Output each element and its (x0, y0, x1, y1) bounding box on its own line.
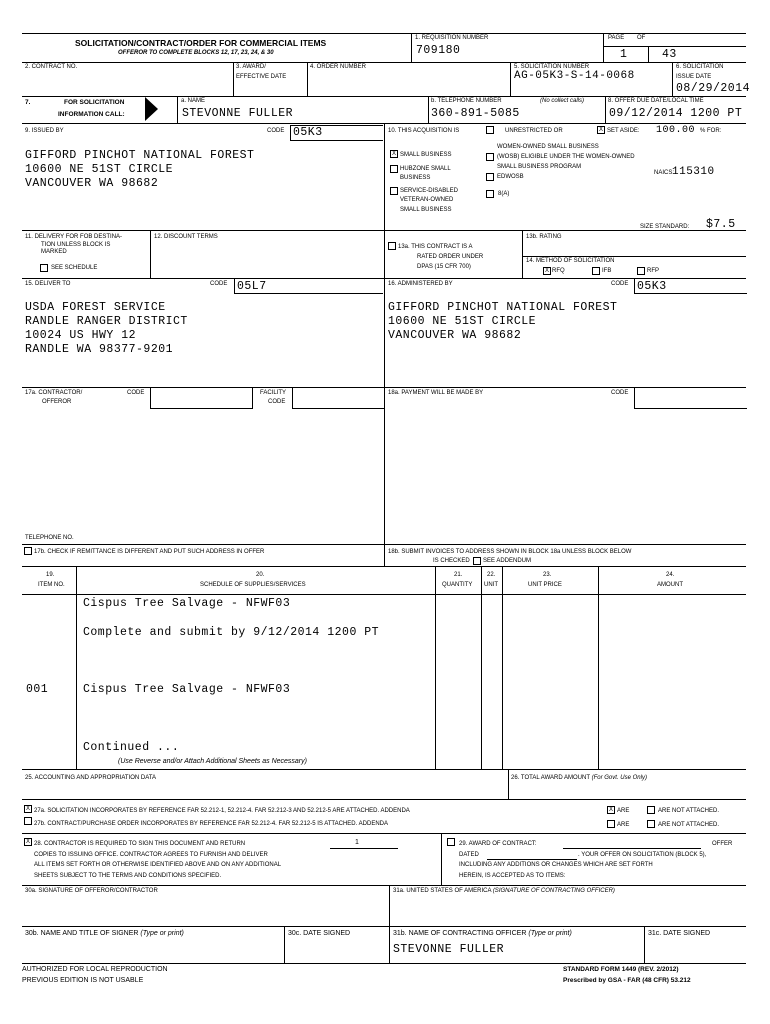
addenda-27a-not-checkbox[interactable] (647, 806, 655, 814)
deliver-to-line4: RANDLE WA 98377-9201 (25, 343, 174, 356)
invoice-label: 18b. SUBMIT INVOICES TO ADDRESS SHOWN IN BLOCK 18a UNLESS BLOCK BELOW (388, 549, 632, 555)
co-name-note: (Type or print) (528, 930, 572, 937)
sdvosb-checkbox[interactable] (390, 187, 398, 195)
col24-num: 24. (666, 572, 675, 578)
footer-right-2: Prescribed by GSA - FAR (48 CFR) 53.212 (563, 977, 691, 984)
small-business-checkbox[interactable]: X (391, 151, 396, 157)
award-date-label: 3. AWARD/ (236, 64, 266, 70)
addenda-27b-are-checkbox[interactable] (607, 820, 615, 828)
addenda-27b-are-label: ARE (617, 822, 630, 828)
block29-line3: INCLUDING ANY ADDITIONS OR CHANGES WHICH ARE SET FORTH (459, 862, 653, 868)
ifb-checkbox[interactable] (592, 267, 600, 275)
administered-by-line1: GIFFORD PINCHOT NATIONAL FOREST (388, 301, 618, 314)
far-27b-checkbox[interactable] (24, 817, 32, 825)
acquisition-label: 10. THIS ACQUISITION IS (388, 128, 460, 134)
copies-underline (330, 848, 398, 849)
issue-date-value[interactable]: 08/29/2014 (676, 82, 751, 95)
offer-due-value[interactable]: 09/12/2014 1200 PT (609, 107, 743, 120)
eight-a-label: 8(A) (498, 191, 510, 197)
edwosb-label: EDWOSB (497, 174, 524, 180)
date-signed-31c-label: 31c. DATE SIGNED (648, 930, 711, 937)
sdvosb-label: SERVICE-DISABLED (400, 188, 458, 194)
contractor-code-box[interactable] (150, 388, 253, 409)
facility-code-label-2: CODE (268, 399, 286, 405)
set-aside-checkbox[interactable]: X (598, 127, 603, 133)
hubzone-checkbox[interactable] (390, 165, 398, 173)
col23-label: UNIT PRICE (528, 582, 562, 588)
col24-label: AMOUNT (657, 582, 683, 588)
rated-order-label-3: DPAS (15 CFR 700) (417, 264, 471, 270)
telephone-value[interactable]: 360-891-5085 (431, 107, 520, 120)
see-schedule-label: SEE SCHEDULE (51, 265, 98, 271)
telephone-label: b. TELEPHONE NUMBER (431, 98, 502, 104)
dated-underline (487, 859, 577, 860)
award-checkbox[interactable] (447, 838, 455, 846)
page-label: PAGE (608, 35, 625, 41)
schedule-continued: Continued ... (83, 741, 180, 754)
contractor-code-label: CODE (127, 390, 145, 396)
telephone-no-label: TELEPHONE NO. (25, 535, 74, 541)
award-underline (563, 848, 701, 849)
fob-label-line1: 11. DELIVERY FOR FOB DESTINA- (25, 234, 123, 240)
block28-line4: SHEETS SUBJECT TO THE TERMS AND CONDITIONS SPECIFIED. (34, 873, 222, 879)
sdvosb-label-2: VETERAN-OWNED (400, 197, 454, 203)
of-label: OF (637, 35, 646, 41)
edwosb-checkbox[interactable] (486, 173, 494, 181)
contact-name-label: a. NAME (181, 98, 206, 104)
signature-offeror-label: 30a. SIGNATURE OF OFFEROR/CONTRACTOR (25, 888, 158, 894)
far-27a-checkbox[interactable]: X (25, 806, 30, 812)
unrestricted-checkbox[interactable] (486, 126, 494, 134)
fob-label-line2: TION UNLESS BLOCK IS (41, 241, 111, 248)
signature-co-note: (SIGNATURE OF CONTRACTING OFFICER) (492, 888, 615, 894)
wosb-label-2: (WOSB) ELIGIBLE UNDER THE WOMEN-OWNED (497, 154, 635, 160)
col19-label: ITEM NO. (38, 582, 65, 588)
fob-label (25, 234, 147, 257)
percent-for-label: % FOR: (700, 128, 722, 134)
block29-line4: HEREIN, IS ACCEPTED AS TO ITEMS: (459, 873, 566, 879)
col22-num: 22. (487, 572, 496, 578)
deliver-to-code-value[interactable]: 05L7 (237, 280, 267, 293)
wosb-label: WOMEN-OWNED SMALL BUSINESS (497, 144, 599, 150)
issued-by-code-value[interactable]: 05K3 (293, 126, 323, 139)
award-date-label-2: EFFECTIVE DATE (236, 74, 287, 80)
form-subtitle: OFFEROR TO COMPLETE BLOCKS 12, 17, 23, 24, & 30 (118, 50, 274, 56)
remittance-label: 17b. CHECK IF REMITTANCE IS DIFFERENT AND PUT SUCH ADDRESS IN OFFER (34, 549, 265, 555)
administered-by-line3: VANCOUVER WA 98682 (388, 329, 522, 342)
signer-name-label (25, 930, 184, 937)
footer-left-1: AUTHORIZED FOR LOCAL REPRODUCTION (22, 966, 168, 973)
deliver-to-label: 15. DELIVER TO (25, 281, 71, 287)
size-standard-value[interactable]: $7.5 (706, 218, 736, 231)
see-schedule-checkbox[interactable] (40, 264, 48, 272)
copies-value[interactable]: 1 (355, 839, 359, 846)
rfq-label: RFQ (552, 268, 565, 274)
col22-label: UNIT (484, 582, 498, 588)
col21-num: 21. (454, 572, 463, 578)
block29-line2: . YOUR OFFER ON SOLICITATION (BLOCK 5), (578, 852, 707, 858)
issue-date-label-2: ISSUE DATE (676, 74, 712, 80)
arrow-right-icon (145, 97, 158, 121)
contract-no-label: 2. CONTRACT NO. (25, 64, 78, 70)
payment-label: 18a. PAYMENT WILL BE MADE BY (388, 390, 484, 396)
remittance-checkbox[interactable] (24, 547, 32, 555)
wosb-label-3: SMALL BUSINESS PROGRAM (497, 164, 582, 170)
fob-label-line3: MARKED (41, 249, 67, 255)
solicitation-number-label: 5. SOLICITATION NUMBER (514, 64, 590, 70)
rated-order-checkbox[interactable] (388, 242, 396, 250)
set-aside-percent[interactable]: 100.00 (656, 125, 696, 136)
schedule-desc-1: Cispus Tree Salvage - NFWF03 (83, 597, 291, 610)
payment-code-box[interactable] (634, 388, 747, 409)
issue-date-label: 6. SOLICITATION (676, 64, 724, 70)
ifb-label: IFB (602, 268, 612, 274)
far-27a-label: 27a. SOLICITATION INCORPORATES BY REFERENCE FAR 52.212-1, 52.212-4. FAR 52.212-3 AND 52.212-5 ARE ATTACHED. ADDENDA (34, 808, 410, 814)
facility-code-box[interactable] (292, 388, 384, 409)
deliver-to-line3: 10024 US HWY 12 (25, 329, 137, 342)
far-27b-label: 27b. CONTRACT/PURCHASE ORDER INCORPORATES BY REFERENCE FAR 52.212-4. FAR 52.212-5 IS ATTACHED. ADDENDA (34, 821, 388, 827)
deliver-to-line2: RANDLE RANGER DISTRICT (25, 315, 188, 328)
invoice-label-2: IS CHECKED (433, 558, 470, 564)
schedule-desc-3: Cispus Tree Salvage - NFWF03 (83, 683, 291, 696)
block7-number: 7. (25, 99, 31, 106)
see-addendum-label: SEE ADDENDUM (483, 558, 532, 564)
administered-by-line2: 10600 NE 51ST CIRCLE (388, 315, 537, 328)
total-award-label (511, 775, 647, 781)
co-name-label (393, 930, 572, 937)
issued-by-line2: 10600 NE 51ST CIRCLE (25, 163, 174, 176)
rfq-checkbox[interactable]: X (544, 268, 549, 274)
unrestricted-label: UNRESTRICTED OR (505, 128, 563, 134)
deliver-to-code-label: CODE (210, 281, 228, 287)
method-label: 14. METHOD OF SOLICITATION (526, 258, 615, 264)
block29-line1: 29. AWARD OF CONTRACT: (459, 841, 537, 847)
size-standard-label: SIZE STANDARD: (640, 224, 690, 230)
contact-name-value[interactable]: STEVONNE FULLER (182, 107, 294, 120)
block7-label-2: INFORMATION CALL: (58, 111, 125, 118)
issued-by-code-label: CODE (267, 128, 285, 134)
offer-due-label: 8. OFFER DUE DATE/LOCAL TIME (608, 98, 704, 104)
co-name-text: 31b. NAME OF CONTRACTING OFFICER (393, 930, 527, 937)
page-count-value: 43 (662, 48, 677, 61)
block28-line3: ALL ITEMS SET FORTH OR OTHERWISE IDENTIFIED ABOVE AND ON ANY ADDITIONAL (34, 862, 282, 868)
deliver-to-line1: USDA FOREST SERVICE (25, 301, 166, 314)
signature-co-label (393, 888, 615, 894)
col23-num: 23. (543, 572, 552, 578)
facility-code-label: FACILITY (260, 390, 287, 396)
rfp-checkbox[interactable] (637, 267, 645, 275)
total-award-note: (For Govt. Use Only) (591, 775, 647, 781)
total-award-text: 26. TOTAL AWARD AMOUNT (511, 775, 590, 781)
signature-co-text: 31a. UNITED STATES OF AMERICA (393, 888, 492, 894)
wosb-checkbox[interactable] (486, 153, 494, 161)
schedule-item-no: 001 (26, 683, 49, 696)
block7-label: FOR SOLICITATION (64, 99, 125, 106)
rated-order-label-2: RATED ORDER UNDER (417, 254, 484, 260)
footer-left-2: PREVIOUS EDITION IS NOT USABLE (22, 977, 144, 984)
rating-label: 13b. RATING (526, 234, 562, 240)
rated-order-label: 13a. THIS CONTRACT IS A (398, 244, 473, 250)
small-business-label: SMALL BUSINESS (400, 152, 452, 158)
payment-code-label: CODE (611, 390, 629, 396)
block28-line1: 28. CONTRACTOR IS REQUIRED TO SIGN THIS DOCUMENT AND RETURN (34, 841, 246, 847)
page-value: 1 (620, 48, 628, 61)
block28-line2: COPIES TO ISSUING OFFICE. CONTRACTOR AGREES TO FURNISH AND DELIVER (34, 852, 268, 858)
hubzone-label-2: BUSINESS (400, 175, 431, 181)
footer-right-1: STANDARD FORM 1449 (REV. 2/2012) (563, 966, 679, 973)
contractor-label: 17a. CONTRACTOR/ (25, 390, 83, 396)
form-title: SOLICITATION/CONTRACT/ORDER FOR COMMERCIAL ITEMS (75, 38, 327, 48)
issued-by-label: 9. ISSUED BY (25, 128, 64, 134)
addenda-27b-not-checkbox[interactable] (647, 820, 655, 828)
order-number-label: 4. ORDER NUMBER (310, 64, 367, 70)
rfp-label: RFP (647, 268, 659, 274)
discount-terms-label: 12. DISCOUNT TERMS (154, 234, 218, 240)
eight-a-checkbox[interactable] (486, 190, 494, 198)
contractor-sign-checkbox[interactable]: X (25, 839, 30, 845)
addenda-27b-not-label: ARE NOT ATTACHED. (658, 822, 720, 828)
reverse-note: (Use Reverse and/or Attach Additional Sheets as Necessary) (118, 758, 307, 765)
col20-num: 20. (256, 572, 265, 578)
addenda-27a-are-checkbox[interactable]: X (608, 807, 613, 813)
col21-label: QUANTITY (442, 582, 473, 588)
issued-by-line3: VANCOUVER WA 98682 (25, 177, 159, 190)
date-signed-30c-label: 30c. DATE SIGNED (288, 930, 351, 937)
administered-by-code-value[interactable]: 05K3 (637, 280, 667, 293)
administered-by-code-label: CODE (611, 281, 629, 287)
set-aside-label: SET ASIDE: (607, 128, 640, 134)
sdvosb-label-3: SMALL BUSINESS (400, 207, 452, 213)
signer-name-note: (Type or print) (140, 930, 184, 937)
see-addendum-checkbox[interactable] (473, 557, 481, 565)
administered-by-label: 16. ADMINISTERED BY (388, 281, 453, 287)
req-number-value[interactable]: 709180 (416, 44, 461, 57)
hubzone-label: HUBZONE SMALL (400, 166, 451, 172)
naics-value[interactable]: 115310 (672, 166, 715, 178)
req-number-label: 1. REQUISITION NUMBER (415, 35, 489, 41)
contractor-label-2: OFFEROR (42, 399, 72, 405)
naics-label: NAICS: (654, 170, 675, 176)
col19-num: 19. (46, 572, 55, 578)
co-name-value[interactable]: STEVONNE FULLER (393, 943, 505, 956)
col20-label: SCHEDULE OF SUPPLIES/SERVICES (200, 582, 306, 588)
addenda-27a-not-label: ARE NOT ATTACHED. (658, 808, 720, 814)
signer-name-text: 30b. NAME AND TITLE OF SIGNER (25, 930, 139, 937)
issued-by-line1: GIFFORD PINCHOT NATIONAL FOREST (25, 149, 255, 162)
block29-dated: DATED (459, 852, 479, 858)
accounting-label: 25. ACCOUNTING AND APPROPRIATION DATA (25, 775, 157, 781)
addenda-27a-are-label: ARE (617, 808, 630, 814)
solicitation-number-value[interactable]: AG-05K3-S-14-0068 (514, 70, 635, 82)
schedule-desc-2: Complete and submit by 9/12/2014 1200 PT (83, 626, 380, 639)
offer-label: OFFER (712, 841, 733, 847)
no-collect-label: (No collect calls) (540, 98, 585, 104)
